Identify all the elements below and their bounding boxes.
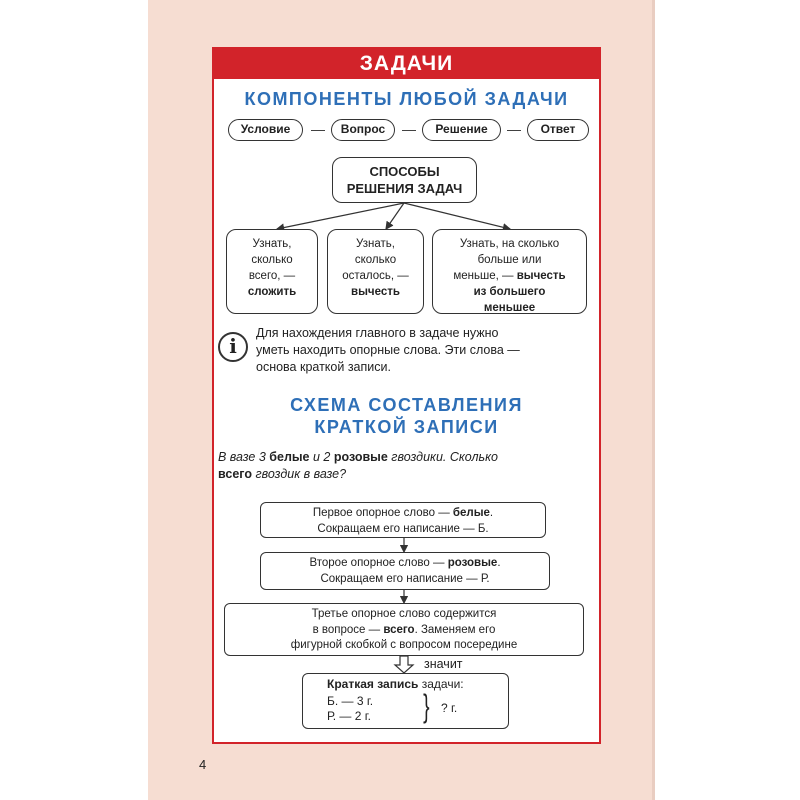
method-compare: Узнать, на сколько больше или меньше, — вычесть из большего меньшее [432,229,587,314]
separator-dash: — [311,121,325,137]
component-solution: Решение [422,119,501,141]
page-number: 4 [199,757,207,772]
arrow-left [277,203,404,229]
content-panel [212,47,601,744]
page-title: ЗАДАЧИ [214,49,599,79]
step-second-keyword: Второе опорное слово — розовые. Сокращаем его написание — Р. [260,552,550,590]
record-question: ? г. [441,701,458,715]
separator-dash: — [402,121,416,137]
record-row-white: Б. — 3 г. [327,694,374,708]
record-row-pink: Р. — 2 г. [327,709,371,723]
scheme-title: СХЕМА СОСТАВЛЕНИЯ КРАТКОЙ ЗАПИСИ [290,395,523,437]
step-first-keyword: Первое опорное слово — белые. Сокращаем его написание — Б. [260,502,546,538]
problem-statement: В вазе 3 белые и 2 розовые гвоздики. Сколько всего гвоздик в вазе? [218,450,498,481]
short-record-box: Краткая запись задачи: Б. — 3 г. Р. — 2 г. } ? г. [302,673,509,729]
method-subtract: Узнать, сколько осталось, — вычесть [327,229,424,314]
connector-label: значит [424,657,463,671]
component-answer: Ответ [527,119,589,141]
step-third-keyword: Третье опорное слово содержится в вопросе — всего. Заменяем его фигурной скобкой с вопросом посередине [224,603,584,656]
info-icon: i [218,332,248,362]
solution-methods-box: СПОСОБЫ РЕШЕНИЯ ЗАДАЧ [332,157,477,203]
page-edge [652,0,655,800]
info-note: Для нахождения главного в задаче нужно уметь находить опорные слова. Эти слова — основа краткой записи. [256,326,520,374]
component-question: Вопрос [331,119,395,141]
double-arrow-icon [395,656,413,673]
components-title: КОМПОНЕНТЫ ЛЮБОЙ ЗАДАЧИ [244,89,569,109]
arrow-right [404,203,510,229]
component-condition: Условие [228,119,303,141]
separator-dash: — [507,121,521,137]
method-add: Узнать, сколько всего, — сложить [226,229,318,314]
curly-brace-icon: } [423,688,430,724]
arrow-middle [386,203,404,229]
